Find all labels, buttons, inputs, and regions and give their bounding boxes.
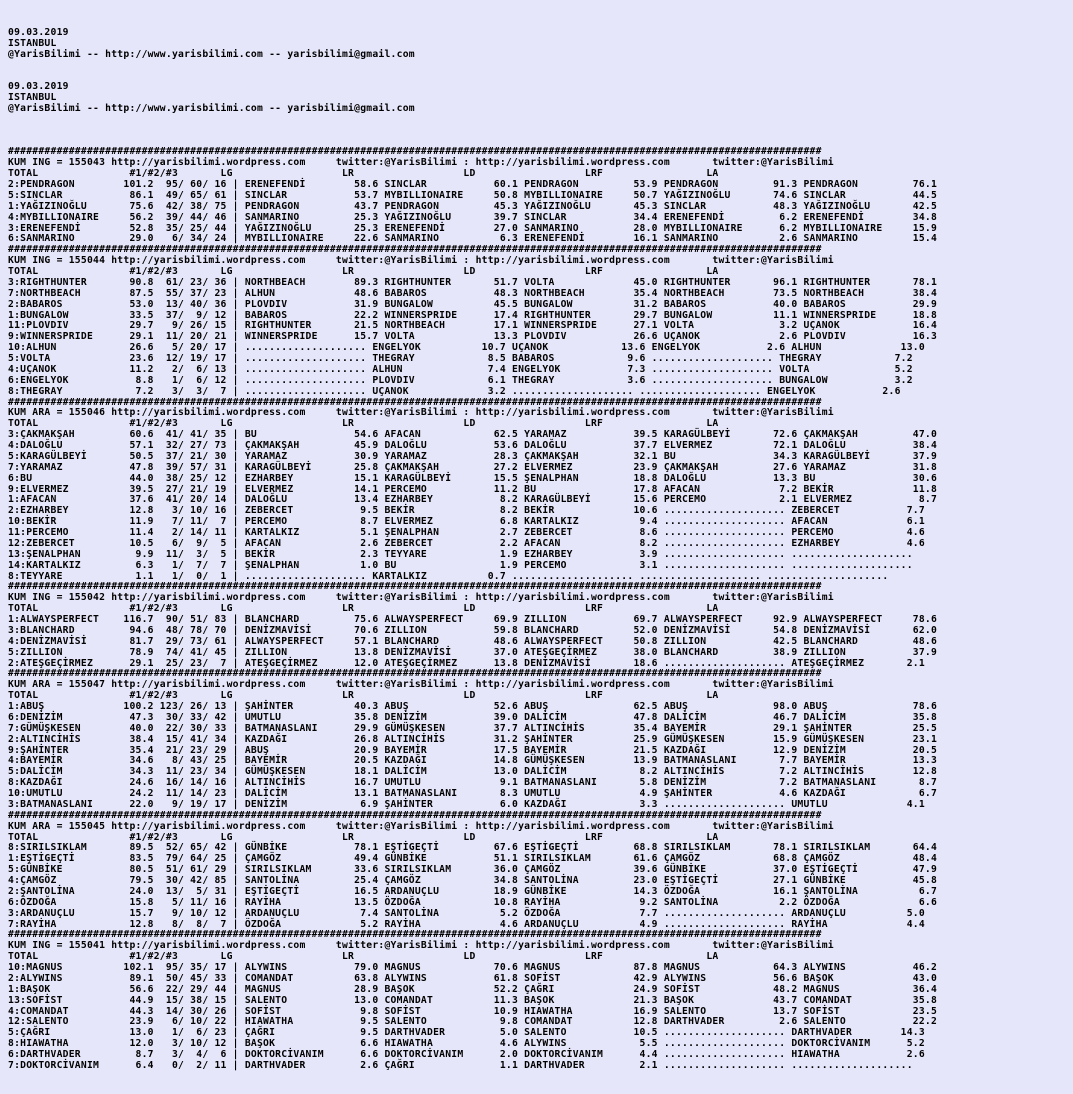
column-header-line: TOTAL #1/#2/#3 LG LR LD LRF LA (8, 831, 719, 843)
table-row: 1:ABUŞ 100.2 123/ 26/ 13 | ŞAHİNTER 40.3 ABUŞ 52.6 ABUŞ 62.5 ABUŞ 98.0 ABUŞ 78.6 (8, 701, 938, 712)
table-row: 7:DOKTORCİVANIM 6.4 0/ 2/ 11 | DARTHVADER 2.6 ÇAĞRI 1.1 DARTHVADER 2.1 .................... .................... (8, 1059, 913, 1071)
table-row: 3:ÇAKMAKŞAH 60.6 41/ 41/ 35 | BU 54.6 AFACAN 62.5 YARAMAZ 39.5 KARAGÜLBEYİ 72.6 ÇAKMAKŞAH 47.0 (8, 429, 938, 441)
table-row: 1:BAŞOK 56.6 22/ 29/ 44 | MAGNUS 28.9 BAŞOK 52.2 ÇAĞRI 24.9 SOFİST 48.2 MAGNUS 36.4 (8, 983, 938, 995)
table-row: 3:RIGHTHUNTER 90.8 61/ 23/ 36 | NORTHBEACH 89.3 RIGHTHUNTER 51.7 VOLTA 45.0 RIGHTHUNTER 96.1 RIGHTHUNTER 78.1 (8, 276, 938, 288)
table-row: 4:DALOĞLU 57.1 32/ 27/ 73 | ÇAKMAKŞAH 45.9 DALOĞLU 53.6 DALOĞLU 37.7 ELVERMEZ 72.1 DALOĞLU 38.4 (8, 440, 938, 451)
race-table (8, 147, 937, 245)
table-row: 10:ALHUN 26.6 5/ 20/ 17 | .................... ENGELYOK 10.7 UÇANOK 13.6 ENGELYOK 2.6 ALHUN 13.0 (8, 342, 925, 354)
table-row: 2:PENDRAGON 101.2 95/ 60/ 16 | ERENEFENDİ 58.6 SINCLAR 60.1 PENDRAGON 53.9 PENDRAGON 91.3 PENDRAGON 76.1 (8, 179, 938, 190)
table-row: 4:COMANDAT 44.3 14/ 30/ 26 | SOFİST 9.8 SOFİST 10.9 HIAWATHA 16.9 SALENTO 13.7 SOFİST 23.5 (8, 1005, 938, 1017)
separator-line: ###################################################################################################################################### (8, 146, 822, 158)
column-header-line: TOTAL #1/#2/#3 LG LR LD LRF LA (8, 690, 719, 702)
separator-line: ###################################################################################################################################### (8, 581, 822, 593)
table-row: 1:YAĞIZINOĞLU 75.6 42/ 38/ 75 | PENDRAGON 43.7 PENDRAGON 45.3 YAĞIZINOĞLU 45.3 SINCLAR 48.3 YAĞIZINOĞLU 42.5 (8, 200, 938, 212)
column-header-line: TOTAL #1/#2/#3 LG LR LD LRF LA (8, 951, 719, 963)
table-row: 1:BUNGALOW 33.5 37/ 9/ 12 | BABAROS 22.2 WINNERSPRIDE 17.4 RIGHTHUNTER 29.7 BUNGALOW 11.1 WINNERSPRIDE 18.8 (8, 309, 938, 321)
race-title-line: KUM ARA = 155047 http://yarisbilimi.wordpress.com twitter:@YarisBilimi : http://yarisbilimi.wordpress.com twitter:@YarisBilimi (8, 679, 834, 691)
table-row: 11:PLOVDIV 29.7 9/ 26/ 15 | RIGHTHUNTER 21.5 NORTHBEACH 17.1 WINNERSPRIDE 27.1 VOLTA 3.2 UÇANOK 16.4 (8, 320, 938, 332)
table-row: 6:ÖZDOĞA 15.8 5/ 11/ 16 | RAYİHA 13.5 ÖZDOĞA 10.8 RAYİHA 9.2 SANTOLİNA 2.2 ÖZDOĞA 6.6 (8, 896, 938, 908)
separator-line: ###################################################################################################################################### (8, 668, 822, 680)
race-table (8, 245, 937, 397)
table-row: 5:SINCLAR 86.1 49/ 65/ 61 | SINCLAR 53.7 MYBILLIONAIRE 50.8 MYBILLIONAIRE 50.7 YAĞIZINOĞLU 74.6 SINCLAR 44.5 (8, 189, 938, 201)
column-header-line: TOTAL #1/#2/#3 LG LR LD LRF LA (8, 168, 719, 180)
race-tables (8, 147, 937, 1071)
column-header-line: TOTAL #1/#2/#3 LG LR LD LRF LA (8, 603, 719, 615)
table-row: 8:KAZDAĞI 24.6 16/ 14/ 16 | ALTINCİHİS 16.7 UMUTLU 9.1 BATMANASLANI 5.8 DENİZİM 7.2 BATMANASLANI 8.7 (8, 777, 938, 789)
separator-line: ###################################################################################################################################### (8, 809, 822, 821)
table-row: 10:MAGNUS 102.1 95/ 35/ 17 | ALYWINS 79.0 MAGNUS 70.6 MAGNUS 87.8 MAGNUS 64.3 ALYWINS 46.2 (8, 962, 938, 973)
table-row: 13:SOFİST 44.9 15/ 38/ 15 | SALENTO 13.0 COMANDAT 11.3 BAŞOK 21.3 BAŞOK 43.7 COMANDAT 35.8 (8, 994, 938, 1006)
table-row: 6:DENİZİM 47.3 30/ 33/ 42 | UMUTLU 35.8 DENİZİM 39.0 DALİCİM 47.8 DALİCİM 46.7 DALİCİM 35.8 (8, 711, 938, 723)
column-header-line: TOTAL #1/#2/#3 LG LR LD LRF LA (8, 266, 719, 277)
header-line: ISTANBUL (8, 92, 57, 103)
table-row: 8:HIAWATHA 12.0 3/ 10/ 12 | BAŞOK 6.6 HIAWATHA 4.6 ALYWINS 5.5 .................... DOKTORCİVANIM 5.2 (8, 1038, 925, 1050)
table-row: 3:BLANCHARD 94.6 48/ 78/ 70 | DENİZMAVİSİ 70.6 ZILLION 59.8 BLANCHARD 52.0 DENİZMAVİSİ 54.8 DENİZMAVİSİ 62.0 (8, 624, 938, 636)
table-row: 7:RAYİHA 12.8 8/ 8/ 7 | ÖZDOĞA 5.2 RAYİHA 4.6 ARDANUÇLU 4.9 .................... RAYİHA 4.4 (8, 918, 925, 930)
header-line (8, 60, 937, 71)
separator-line: ###################################################################################################################################### (8, 929, 822, 941)
table-row: 3:ARDANUÇLU 15.7 9/ 10/ 12 | ARDANUÇLU 7.4 SANTOLİNA 5.2 ÖZDOĞA 7.7 .................... ARDANUÇLU 5.0 (8, 907, 925, 919)
table-row: 6:DARTHVADER 8.7 3/ 4/ 6 | DOKTORCİVANIM 6.6 DOKTORCİVANIM 2.0 DOKTORCİVANIM 4.4 .................... HIAWATHA 2.6 (8, 1049, 925, 1060)
table-row: 9:ELVERMEZ 39.5 27/ 21/ 19 | ELVERMEZ 14.1 PERCEMO 11.2 BU 17.8 AFACAN 7.2 BEKİR 11.8 (8, 483, 938, 495)
table-row: 2:ALTINCİHİS 38.4 15/ 41/ 34 | KAZDAĞI 26.8 ALTINCİHİS 31.2 ŞAHİNTER 25.9 GÜMÜŞKESEN 15.9 GÜMÜŞKESEN 23.1 (8, 733, 938, 745)
table-row: 12:ZEBERCET 10.5 6/ 9/ 5 | AFACAN 2.6 ZEBERCET 2.2 AFACAN 8.2 .................... EZHARBEY 4.6 (8, 537, 925, 549)
table-row: 5:VOLTA 23.6 12/ 19/ 17 | .................... THEGRAY 8.5 BABAROS 9.6 .................... THEGRAY 7.2 (8, 353, 913, 364)
table-row: 6:SANMARINO 29.0 6/ 34/ 24 | MYBILLIONAIRE 22.6 SANMARINO 6.3 ERENEFENDİ 16.1 SANMARINO 2.6 SANMARINO 15.4 (8, 233, 938, 245)
table-row: 2:ŞANTOLİNA 24.0 13/ 5/ 31 | EŞTİGEÇTİ 16.5 ARDANUÇLU 18.9 GÜNBİKE 14.3 ÖZDOĞA 16.1 ŞANTOLİNA 6.7 (8, 885, 938, 897)
table-row: 5:GÜNBİKE 80.5 51/ 61/ 29 | SIRILSIKLAM 33.6 SIRILSIKLAM 36.0 ÇAMGÖZ 39.6 GÜNBİKE 37.0 EŞTİGEÇTİ 47.9 (8, 864, 938, 876)
table-row: 9:WINNERSPRIDE 29.1 11/ 20/ 21 | WINNERSPRIDE 15.7 VOLTA 13.3 PLOVDIV 26.6 UÇANOK 2.6 PLOVDIV 16.3 (8, 331, 938, 343)
table-row: 7:NORTHBEACH 87.5 55/ 37/ 23 | ALHUN 48.6 BABAROS 48.3 NORTHBEACH 35.4 NORTHBEACH 73.5 NORTHBEACH 38.4 (8, 287, 938, 299)
report-header (8, 28, 937, 126)
header-line: @YarisBilimi -- http://www.yarisbilimi.com -- yarisbilimi@gmail.com (8, 48, 415, 60)
table-row: 8:TEYYARE 1.1 1/ 0/ 1 | .................... KARTALKIZ 0.7 .................... .................... .................... (8, 570, 889, 582)
table-row: 4:ÇAMGÖZ 79.5 30/ 42/ 85 | SANTOLİNA 25.4 ÇAMGÖZ 34.8 SANTOLİNA 23.0 EŞTİGEÇTİ 27.1 GÜNBİKE 45.8 (8, 875, 938, 886)
race-title-line: KUM ING = 155043 http://yarisbilimi.wordpress.com twitter:@YarisBilimi : http://yarisbilimi.wordpress.com twitter:@YarisBilimi (8, 157, 834, 169)
table-row: 3:ERENEFENDİ 52.8 35/ 25/ 44 | YAĞIZINOĞLU 25.3 ERENEFENDİ 27.0 SANMARINO 28.0 MYBILLIONAIRE 6.2 MYBILLIONAIRE 15.9 (8, 222, 938, 234)
race-table (8, 669, 937, 810)
table-row: 10:BEKİR 11.9 7/ 11/ 7 | PERCEMO 8.7 ELVERMEZ 6.8 KARTALKIZ 9.4 .................... AFACAN 6.1 (8, 516, 925, 528)
table-row: 5:ÇAĞRI 13.0 1/ 6/ 23 | ÇAĞRI 9.5 DARTHVADER 5.0 SALENTO 10.5 .................... DARTHVADER 14.3 (8, 1027, 925, 1039)
table-row: 6:BU 44.0 38/ 25/ 12 | EZHARBEY 15.1 KARAGÜLBEYİ 15.5 ŞENALPHAN 18.8 DALOĞLU 13.3 BU 30.6 (8, 472, 938, 484)
race-table (8, 811, 937, 931)
race-title-line: KUM ARA = 155045 http://yarisbilimi.wordpress.com twitter:@YarisBilimi : http://yarisbilimi.wordpress.com twitter:@YarisBilimi (8, 820, 834, 832)
race-title-line: KUM ING = 155044 http://yarisbilimi.wordpress.com twitter:@YarisBilimi : http://yarisbilimi.wordpress.com twitter:@YarisBilimi (8, 255, 834, 267)
table-row: 12:SALENTO 23.9 6/ 10/ 22 | HIAWATHA 9.5 SALENTO 9.8 COMANDAT 12.8 DARTHVADER 2.6 SALENTO 22.2 (8, 1016, 938, 1028)
table-row: 3:BATMANASLANI 22.0 9/ 19/ 17 | DENİZİM 6.9 ŞAHİNTER 6.0 KAZDAĞI 3.3 .................... UMUTLU 4.1 (8, 798, 925, 810)
table-row: 9:ŞAHİNTER 35.4 21/ 23/ 29 | ABUŞ 20.9 BAYEMİR 17.5 BAYEMİR 21.5 KAZDAĞI 12.9 DENİZİM 20.5 (8, 744, 938, 756)
table-row: 14:KARTALKIZ 6.3 1/ 7/ 7 | ŞENALPHAN 1.0 BU 1.9 PERCEMO 3.1 .................... .................... (8, 559, 913, 571)
column-header-line: TOTAL #1/#2/#3 LG LR LD LRF LA (8, 418, 719, 430)
table-row: 4:MYBILLIONAIRE 56.2 39/ 44/ 46 | SANMARINO 25.3 YAĞIZINOĞLU 39.7 SINCLAR 34.4 ERENEFENDİ 6.2 ERENEFENDİ 34.8 (8, 211, 938, 223)
race-table (8, 582, 937, 669)
table-row: 1:EŞTİGEÇTİ 83.5 79/ 64/ 25 | ÇAMGÖZ 49.4 GÜNBİKE 51.1 SIRILSIKLAM 61.6 ÇAMGÖZ 68.8 ÇAMGÖZ 48.4 (8, 853, 938, 865)
header-line: 09.03.2019 (8, 81, 69, 93)
table-row: 7:GÜMÜŞKESEN 40.0 22/ 30/ 33 | BATMANASLANI 29.9 GÜMÜŞKESEN 37.7 ALTINCİHİS 35.4 BAYEMİR 29.1 ŞAHİNTER 25.5 (8, 722, 938, 734)
header-line: 09.03.2019 (8, 26, 69, 38)
table-row: 10:UMUTLU 24.2 11/ 14/ 23 | DALİCİM 13.1 BATMANASLANI 8.3 UMUTLU 4.9 ŞAHİNTER 4.6 KAZDAĞI 6.7 (8, 788, 938, 799)
race-title-line: KUM ING = 155041 http://yarisbilimi.wordpress.com twitter:@YarisBilimi : http://yarisbilimi.wordpress.com twitter:@YarisBilimi (8, 940, 834, 952)
table-row: 11:PERCEMO 11.4 2/ 14/ 11 | KARTALKIZ 5.1 ŞENALPHAN 2.7 ZEBERCET 8.6 .................... PERCEMO 4.6 (8, 527, 925, 538)
table-row: 5:DALİCİM 34.3 11/ 23/ 34 | GÜMÜŞKESEN 18.1 DALİCİM 13.0 DALİCİM 8.2 ALTINCİHİS 7.2 ALTINCİHİS 12.8 (8, 766, 938, 778)
table-row: 2:ATEŞGEÇİRMEZ 29.1 25/ 23/ 7 | ATEŞGEÇİRMEZ 12.0 ATEŞGEÇİRMEZ 13.8 DENİZMAVİSİ 18.6 .................... ATEŞGEÇİRMEZ 2.1 (8, 657, 925, 669)
table-row: 2:BABAROS 53.0 13/ 40/ 36 | PLOVDIV 31.9 BUNGALOW 45.5 BUNGALOW 31.2 BABAROS 40.0 BABAROS 29.9 (8, 298, 938, 310)
race-table (8, 398, 937, 583)
table-row: 2:ALYWINS 89.1 50/ 45/ 33 | COMANDAT 63.8 ALYWINS 61.8 SOFİST 42.9 ALYWINS 56.6 BAŞOK 43.0 (8, 972, 938, 984)
table-row: 4:DENİZMAVİSİ 81.7 29/ 73/ 61 | ALWAYSPERFECT 57.1 BLANCHARD 48.6 ALWAYSPERFECT 50.8 ZILLION 42.5 BLANCHARD 48.6 (8, 635, 938, 647)
table-row: 13:ŞENALPHAN 9.9 11/ 3/ 5 | BEKİR 2.3 TEYYARE 1.9 EZHARBEY 3.9 .................... .................... (8, 548, 913, 560)
separator-line: ###################################################################################################################################### (8, 396, 822, 408)
table-row: 5:ZILLION 78.9 74/ 41/ 45 | ZILLION 13.8 DENİZMAVİSİ 37.0 ATEŞGEÇİRMEZ 38.0 BLANCHARD 38.9 ZILLION 37.9 (8, 646, 938, 658)
report-text (8, 6, 937, 1094)
header-line: @YarisBilimi -- http://www.yarisbilimi.com -- yarisbilimi@gmail.com (8, 102, 415, 114)
header-line (8, 71, 937, 82)
table-row: 8:SIRILSIKLAM 89.5 52/ 65/ 42 | GÜNBİKE 78.1 EŞTİGEÇTİ 67.6 EŞTİGEÇTİ 68.8 SIRILSIKLAM 78.1 SIRILSIKLAM 64.4 (8, 842, 938, 854)
table-row: 8:THEGRAY 7.2 3/ 3/ 7 | .................... UÇANOK 3.2 .................... .................... ENGELYOK 2.6 (8, 385, 901, 397)
table-row: 6:ENGELYOK 8.8 1/ 6/ 12 | .................... PLOVDIV 6.1 THEGRAY 3.6 .................... BUNGALOW 3.2 (8, 374, 913, 386)
table-row: 2:EZHARBEY 12.8 3/ 10/ 16 | ZEBERCET 9.5 BEKİR 8.2 BEKİR 10.6 .................... ZEBERCET 7.7 (8, 505, 925, 517)
race-title-line: KUM ING = 155042 http://yarisbilimi.wordpress.com twitter:@YarisBilimi : http://yarisbilimi.wordpress.com twitter:@YarisBilimi (8, 592, 834, 604)
table-row: 1:ALWAYSPERFECT 116.7 90/ 51/ 83 | BLANCHARD 75.6 ALWAYSPERFECT 69.9 ZILLION 69.7 ALWAYSPERFECT 92.9 ALWAYSPERFECT 78.6 (8, 614, 938, 625)
header-line: ISTANBUL (8, 37, 57, 49)
table-row: 4:UÇANOK 11.2 2/ 6/ 13 | .................... ALHUN 7.4 ENGELYOK 7.3 .................... VOLTA 5.2 (8, 363, 913, 375)
race-table (8, 930, 937, 1071)
race-title-line: KUM ARA = 155046 http://yarisbilimi.wordpress.com twitter:@YarisBilimi : http://yarisbilimi.wordpress.com twitter:@YarisBilimi (8, 407, 834, 419)
table-row: 7:YARAMAZ 47.8 39/ 57/ 31 | KARAGÜLBEYİ 25.8 ÇAKMAKŞAH 27.2 ELVERMEZ 23.9 ÇAKMAKŞAH 27.6 YARAMAZ 31.8 (8, 461, 938, 473)
separator-line: ###################################################################################################################################### (8, 244, 822, 256)
table-row: 4:BAYEMİR 34.6 8/ 43/ 25 | BAYEMİR 20.5 KAZDAĞI 14.8 GÜMÜŞKESEN 13.9 BATMANASLANI 7.7 BAYEMİR 13.3 (8, 755, 938, 767)
table-row: 5:KARAGÜLBEYİ 50.5 37/ 21/ 30 | YARAMAZ 30.9 YARAMAZ 28.3 ÇAKMAKŞAH 32.1 BU 34.3 KARAGÜLBEYİ 37.9 (8, 450, 938, 462)
header-line (8, 115, 937, 126)
table-row: 1:AFACAN 37.6 41/ 20/ 14 | DALOĞLU 13.4 EZHARBEY 8.2 KARAGÜLBEYİ 15.6 PERCEMO 2.1 ELVERMEZ 8.7 (8, 494, 938, 506)
